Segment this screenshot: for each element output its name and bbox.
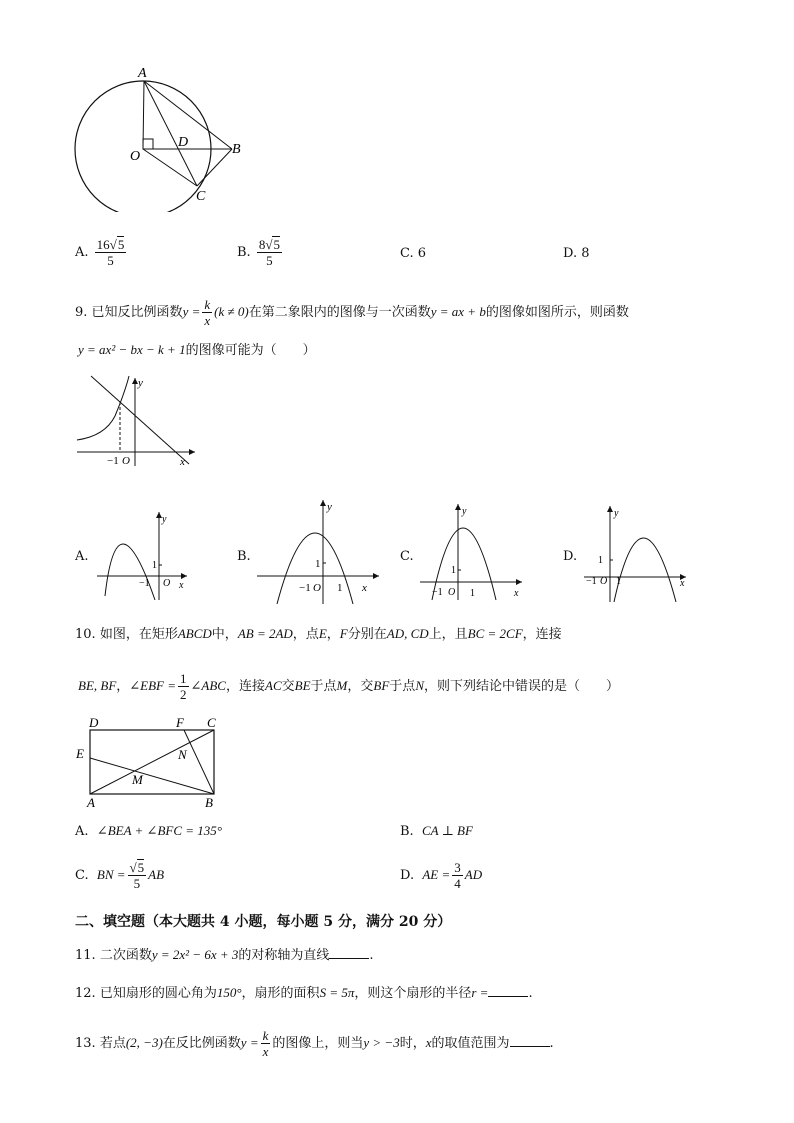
q9-line1 — [75, 297, 629, 328]
x-label: x — [362, 582, 367, 594]
x-axis-arrow — [181, 573, 187, 579]
q9-text: 已知反比例函数 — [91, 305, 183, 320]
neg1-label: −1 — [107, 455, 119, 467]
q9-option-c-graph[interactable] — [418, 500, 528, 602]
one-x-label: 1 — [337, 582, 343, 594]
segment-bc — [197, 149, 232, 186]
label-c: C — [207, 715, 216, 730]
math: y = — [240, 1035, 259, 1050]
x-label: x — [179, 580, 184, 591]
answer-blank[interactable] — [510, 1034, 550, 1047]
q10-text: ， — [116, 679, 130, 694]
math: y > −3 — [363, 1035, 400, 1050]
section-2-title: 二、填空题（本大题共 4 小题，每小题 5 分，满分 20 分） — [75, 914, 452, 930]
math: BF — [373, 678, 390, 693]
q10-line1 — [75, 625, 562, 644]
x-label: x — [680, 578, 685, 589]
math: y = ax + b — [430, 304, 486, 319]
q11-text: . — [369, 948, 374, 963]
option-letter: C. — [75, 868, 89, 883]
q11-text: 二次函数 — [99, 948, 152, 963]
math-fraction: $\frac{k}{x}$ — [262, 1028, 269, 1059]
q12-text: ，则这个扇形的半径 — [354, 986, 472, 1001]
math: AC — [265, 678, 282, 693]
option-letter: A. — [75, 824, 89, 839]
q8-option-b[interactable] — [237, 237, 284, 268]
math: ∠EBF = — [129, 678, 177, 693]
segment-ac — [144, 81, 197, 186]
option-value: CA ⊥ BF — [421, 823, 473, 838]
neg1-label: −1 — [299, 582, 311, 594]
origin-label: O — [313, 582, 321, 594]
label-d: D — [178, 135, 189, 150]
q8-option-a[interactable] — [75, 237, 128, 268]
y-label: y — [614, 508, 619, 519]
q13-text: . — [549, 1036, 554, 1051]
q10-text: ，连接 — [225, 679, 265, 694]
one-x-label: 1 — [616, 576, 621, 587]
segment-oc — [143, 149, 197, 186]
label-a: A — [138, 66, 147, 81]
math: E — [318, 626, 327, 641]
option-letter: C. — [400, 246, 414, 261]
math: x — [425, 1035, 432, 1050]
origin-label: O — [163, 578, 171, 589]
hyperbola-curve — [77, 376, 129, 440]
q12-text: . — [528, 986, 533, 1001]
q10-line2 — [78, 671, 619, 702]
neg1-label: −1 — [586, 576, 597, 587]
option-value: ∠BEA + ∠BFC = 135° — [96, 823, 222, 838]
y-axis-arrow — [607, 506, 613, 512]
q8-option-d[interactable] — [563, 245, 590, 263]
q10-option-b[interactable] — [400, 822, 473, 841]
origin-label: O — [600, 576, 608, 587]
neg1-label: −1 — [432, 587, 443, 598]
x-axis-arrow — [373, 573, 379, 579]
q13-text: 时， — [399, 1036, 426, 1051]
parabola — [105, 544, 155, 600]
y-label: y — [138, 377, 143, 389]
one-x-label: 1 — [470, 588, 475, 599]
label-b: B — [232, 142, 241, 157]
option-letter: D. — [400, 868, 415, 883]
q10-text: 分别在 — [347, 627, 387, 642]
q10-text: ，交 — [347, 679, 374, 694]
label-f: F — [176, 715, 184, 730]
q9-text: 在第二象限内的图像与一次函数 — [248, 305, 431, 320]
x-label: x — [514, 588, 519, 599]
option-fraction: $\frac{3}{4}$ — [454, 860, 461, 891]
q12 — [75, 984, 533, 1003]
math: F — [339, 626, 348, 641]
math: y = 2x² − 6x + 3 — [151, 947, 239, 962]
question-number: 13. — [75, 1036, 96, 1051]
option-rhs: AD — [464, 867, 483, 882]
q10-text: 交 — [281, 679, 295, 694]
q10-option-a[interactable] — [75, 822, 222, 841]
label-d: D — [89, 715, 99, 730]
q9-option-d-graph[interactable] — [582, 504, 692, 604]
one-label: 1 — [315, 558, 321, 570]
q13-text: 的图像上，则当 — [272, 1036, 364, 1051]
question-number: 11. — [75, 948, 96, 963]
origin-label: O — [448, 587, 456, 598]
math: N — [415, 678, 424, 693]
q10-option-c[interactable] — [75, 860, 164, 891]
math-fraction: $\frac{k}{x}$ — [204, 297, 211, 328]
y-axis-arrow — [320, 500, 326, 506]
question-number: 12. — [75, 986, 96, 1001]
label-o: O — [130, 149, 141, 164]
one-label: 1 — [598, 555, 603, 566]
right-angle-mark — [143, 139, 153, 149]
label-a: A — [87, 795, 95, 810]
math: y = ax² − bx − k + 1 — [78, 342, 186, 357]
label-b: B — [205, 795, 213, 810]
q10-text: ， — [326, 627, 340, 642]
x-axis-arrow — [189, 449, 195, 455]
segment-ac — [90, 730, 214, 794]
label-e: E — [76, 746, 84, 761]
math: 150° — [216, 985, 242, 1000]
q10-text: 上，且 — [428, 627, 468, 642]
y-label: y — [162, 514, 167, 525]
q13-text: 在反比例函数 — [162, 1036, 241, 1051]
q10-text: 于点 — [310, 679, 337, 694]
y-axis-arrow — [455, 504, 461, 510]
math-fraction: $\frac{1}{2}$ — [180, 671, 187, 702]
q9-line2 — [78, 341, 316, 360]
segment-bf — [184, 730, 214, 794]
x-axis-arrow — [516, 579, 522, 585]
q10-option-d[interactable] — [400, 860, 482, 891]
label-n: N — [178, 747, 187, 762]
option-lhs: AE = — [422, 867, 451, 882]
option-fraction: $\frac{8√5}{5}$ — [258, 237, 280, 268]
option-lhs: BN = — [96, 867, 126, 882]
option-rhs: AB — [148, 867, 165, 882]
math: y = — [182, 304, 201, 319]
q13-text: 若点 — [99, 1036, 126, 1051]
label-m: M — [132, 772, 143, 787]
option-value: 6 — [417, 246, 427, 261]
math: (k ≠ 0) — [214, 304, 249, 319]
option-letter: D. — [563, 246, 578, 261]
answer-blank[interactable] — [488, 984, 528, 997]
math: BC = 2CF — [467, 626, 523, 641]
q11-text: 的对称轴为直线 — [238, 948, 330, 963]
one-label: 1 — [152, 560, 157, 571]
q10-rectangle-figure — [72, 714, 232, 810]
x-label: x — [180, 456, 185, 467]
q13 — [75, 1028, 554, 1059]
q10-text: 于点 — [389, 679, 416, 694]
math: BE — [294, 678, 311, 693]
q12-text: ，扇形的面积 — [241, 986, 320, 1001]
question-number: 9. — [75, 305, 88, 320]
q9-option-a-letter[interactable]: A. — [75, 549, 89, 564]
q8-option-c[interactable] — [400, 245, 426, 263]
q9-text: 的图像如图所示，则函数 — [485, 305, 629, 320]
line-graph — [91, 376, 189, 464]
q13-text: 的取值范围为 — [431, 1036, 510, 1051]
q9-option-c-letter[interactable]: C. — [400, 549, 414, 564]
q10-text: ，点 — [292, 627, 319, 642]
answer-blank[interactable] — [329, 946, 369, 959]
option-fraction: $\frac{√5}{5}$ — [129, 860, 145, 891]
math: M — [336, 678, 348, 693]
question-number: 10. — [75, 627, 96, 642]
option-value: 8 — [581, 246, 590, 261]
q9-option-b-letter[interactable]: B. — [237, 549, 251, 564]
q8-circle-figure — [66, 62, 256, 212]
label-c: C — [196, 189, 206, 204]
neg1-label: −1 — [139, 578, 150, 589]
q10-text: 中， — [211, 627, 238, 642]
math: ABCD — [177, 626, 212, 641]
math: (2, −3) — [125, 1035, 163, 1050]
parabola — [614, 538, 676, 602]
math: S = 5π — [319, 985, 355, 1000]
q10-text: 如图，在矩形 — [99, 627, 178, 642]
q10-text: ，连接 — [522, 627, 562, 642]
q12-text: 已知扇形的圆心角为 — [99, 986, 217, 1001]
y-label: y — [462, 506, 467, 517]
q9-option-d-letter[interactable]: D. — [563, 549, 578, 564]
math: AD, CD — [386, 626, 429, 641]
q9-figure — [75, 372, 200, 467]
option-letter: A. — [75, 245, 89, 260]
option-letter: B. — [400, 824, 414, 839]
q11 — [75, 946, 374, 965]
math: BE, BF — [78, 678, 117, 693]
origin-label: O — [122, 455, 130, 467]
option-fraction: $\frac{16√5}{5}$ — [96, 237, 125, 268]
one-label: 1 — [451, 565, 456, 576]
segment-be — [90, 758, 214, 794]
q9-option-b-graph[interactable] — [255, 496, 385, 608]
y-label: y — [327, 501, 332, 513]
math: ∠ABC — [190, 678, 226, 693]
option-letter: B. — [237, 245, 251, 260]
math: AB = 2AD — [237, 626, 293, 641]
math: r = — [471, 985, 489, 1000]
q9-text: 的图像可能为（ ） — [185, 343, 316, 358]
q10-text: ，则下列结论中错误的是（ ） — [423, 679, 619, 694]
q9-option-a-graph[interactable] — [95, 508, 195, 603]
